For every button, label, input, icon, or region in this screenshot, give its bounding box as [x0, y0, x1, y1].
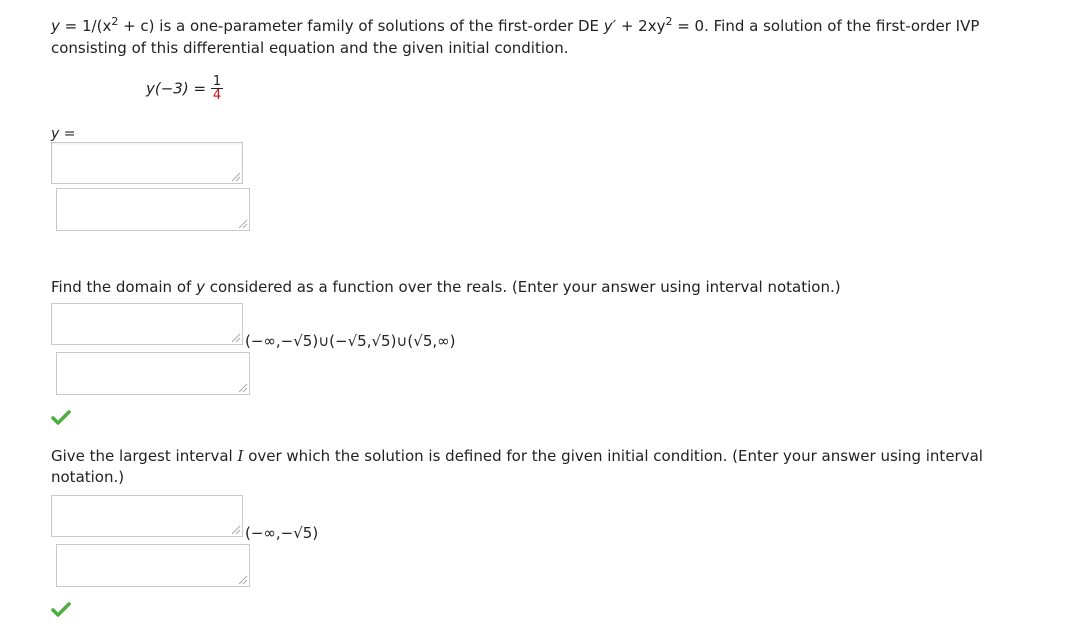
- checkmark-icon: [51, 410, 71, 426]
- resize-grip-icon[interactable]: [236, 573, 248, 585]
- initial-condition: [146, 75, 223, 102]
- domain-question: [51, 277, 841, 297]
- initial-condition-lhs: y(−3) =: [146, 79, 211, 98]
- fraction-numerator: 1: [212, 74, 222, 89]
- domain-question-pre: Find the domain of: [51, 278, 197, 296]
- domain-answer: (−∞,−√5)∪(−√5,√5)∪(√5,∞): [245, 332, 456, 350]
- y-equals-label: [51, 124, 75, 144]
- exponent-2: 2: [665, 15, 673, 28]
- domain-question-var: y: [196, 278, 205, 296]
- resize-grip-icon[interactable]: [229, 523, 241, 535]
- resize-grip-icon[interactable]: [229, 170, 241, 182]
- y-label-var: y: [51, 126, 60, 142]
- y-answer-input-2[interactable]: [56, 188, 250, 231]
- interval-question-line-2: notation.): [51, 468, 125, 486]
- exponent: 2: [111, 15, 119, 28]
- resize-grip-icon[interactable]: [229, 331, 241, 343]
- interval-question: [51, 446, 983, 466]
- var-yprime: y′: [603, 17, 617, 35]
- interval-answer: (−∞,−√5): [245, 524, 319, 542]
- eq-text-4: = 0. Find a solution of the first-order IVP: [672, 17, 980, 35]
- checkmark-icon: [51, 602, 71, 618]
- interval-input-2[interactable]: [56, 544, 250, 587]
- domain-question-post: considered as a function over the reals. (Enter your answer using interval notation.): [204, 278, 841, 296]
- interval-question-post: over which the solution is defined for the given initial condition. (Enter your answer using interval: [243, 447, 983, 465]
- y-label-eq: =: [59, 126, 76, 142]
- eq-text: = 1/(x: [59, 17, 112, 35]
- resize-grip-icon[interactable]: [236, 217, 248, 229]
- problem-line-2: consisting of this differential equation and the given initial condition.: [51, 39, 569, 57]
- resize-grip-icon[interactable]: [236, 381, 248, 393]
- domain-input-2[interactable]: [56, 352, 250, 395]
- interval-question-pre: Give the largest interval: [51, 447, 238, 465]
- interval-input[interactable]: [51, 495, 243, 537]
- fraction: [211, 75, 223, 102]
- fraction-denominator: 4: [212, 88, 222, 103]
- problem-line-1: [51, 16, 979, 36]
- var-y: y: [51, 17, 60, 35]
- domain-input[interactable]: [51, 303, 243, 345]
- eq-text-2: + c) is a one-parameter family of solutions of the first-order DE: [118, 17, 604, 35]
- y-answer-input[interactable]: [51, 142, 243, 184]
- interval-question-var: I: [237, 447, 244, 465]
- eq-text-3: + 2xy: [616, 17, 666, 35]
